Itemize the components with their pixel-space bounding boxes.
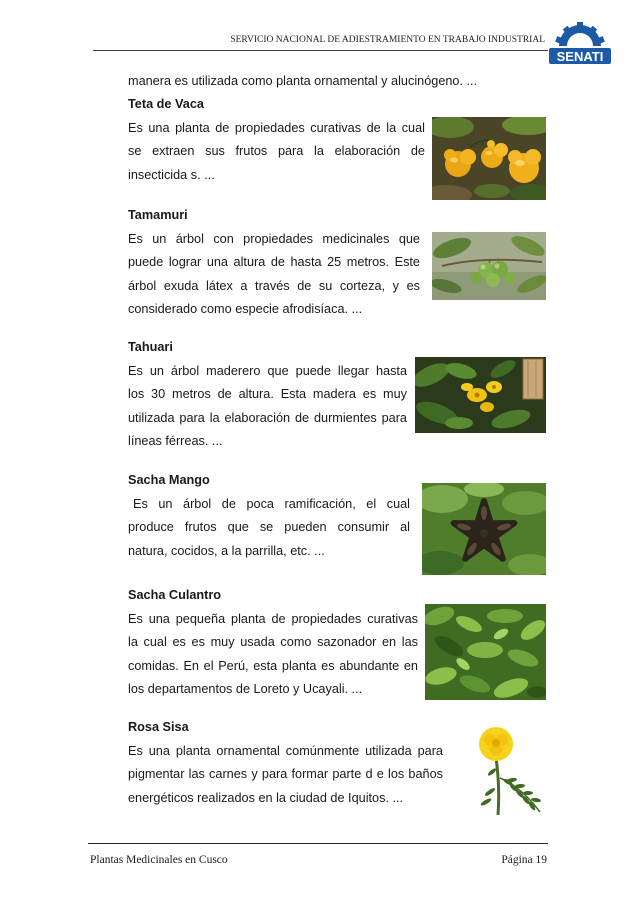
logo-wordmark: SENATI xyxy=(556,49,604,64)
plant-section-sacha-culantro xyxy=(128,584,418,702)
plant-description-line: árbol exuda látex a través de su corteza, y es xyxy=(128,278,420,293)
plant-name: Rosa Sisa xyxy=(128,720,189,734)
plant-section-sacha-mango xyxy=(128,469,410,563)
plant-description-line: produce frutos que se pueden consumir al xyxy=(128,520,410,535)
plant-description-line: Es una planta de propiedades curativas de la cual xyxy=(128,120,425,135)
plant-description-line: Es un árbol con propiedades medicinales que xyxy=(128,231,420,246)
plant-description-line: puede lograr una altura de hasta 25 metros. Este xyxy=(128,255,420,270)
tamamuri-photo xyxy=(432,232,546,300)
plant-name: Teta de Vaca xyxy=(128,97,204,111)
plant-name: Tahuari xyxy=(128,340,173,354)
rosa-sisa-photo xyxy=(450,722,546,815)
plant-name: Sacha Mango xyxy=(128,473,210,487)
plant-description-line: líneas férreas. ... xyxy=(128,434,223,449)
plant-description-line: utilizada para la elaboración de durmientes para xyxy=(128,410,407,425)
footer-page-number: Página 19 xyxy=(501,854,547,866)
plant-name: Tamamuri xyxy=(128,208,188,222)
plant-description-line: los 30 metros de altura. Esta madera es muy xyxy=(128,387,407,402)
footer-divider xyxy=(88,843,548,844)
plant-section-tahuari xyxy=(128,336,407,454)
plant-description-line: Es un árbol maderero que puede llegar hasta xyxy=(128,363,407,378)
senati-logo xyxy=(547,18,613,68)
plant-section-tamamuri xyxy=(128,204,420,322)
plant-description-line: pigmentar las carnes y para formar parte d e los baños xyxy=(128,767,443,782)
plant-description-line: considerado como especie afrodisíaca. ... xyxy=(128,302,363,317)
teta-de-vaca-photo xyxy=(432,117,546,200)
continued-paragraph: manera es utilizada como planta ornamental y alucinógeno. ... xyxy=(128,74,478,88)
plant-description-line: natura, cocidos, a la parrilla, etc. ... xyxy=(128,543,325,558)
plant-name: Sacha Culantro xyxy=(128,588,222,602)
plant-description-line: Es una planta ornamental comúnmente utilizada para xyxy=(128,743,443,758)
plant-description-line: Es un árbol de poca ramificación, el cual xyxy=(133,496,410,511)
footer-document-title: Plantas Medicinales en Cusco xyxy=(90,854,228,866)
tahuari-photo xyxy=(415,357,546,433)
plant-description-line: comidas. En el Perú, esta planta es abundante en xyxy=(128,658,418,673)
sacha-culantro-photo xyxy=(425,604,546,700)
header-title: SERVICIO NACIONAL DE ADIESTRAMIENTO EN TRABAJO INDUSTRIAL xyxy=(230,35,545,45)
plant-description-line: se extraen sus frutos para la elaboración de xyxy=(128,144,425,159)
plant-section-rosa-sisa xyxy=(128,716,443,810)
plant-section-teta-de-vaca xyxy=(128,93,425,187)
plant-description-line: Es una pequeña planta de propiedades curativas xyxy=(128,611,418,626)
sacha-mango-photo xyxy=(422,483,546,575)
plant-description-line: insecticida s. ... xyxy=(128,167,215,182)
header-divider xyxy=(93,50,548,51)
plant-description-line: energéticos realizados en la ciudad de Iquitos. ... xyxy=(128,790,404,805)
plant-description-line: los departamentos de Loreto y Ucayali. ... xyxy=(128,682,363,697)
plant-description-line: la cual es es muy usada como sazonador en las xyxy=(128,635,418,650)
